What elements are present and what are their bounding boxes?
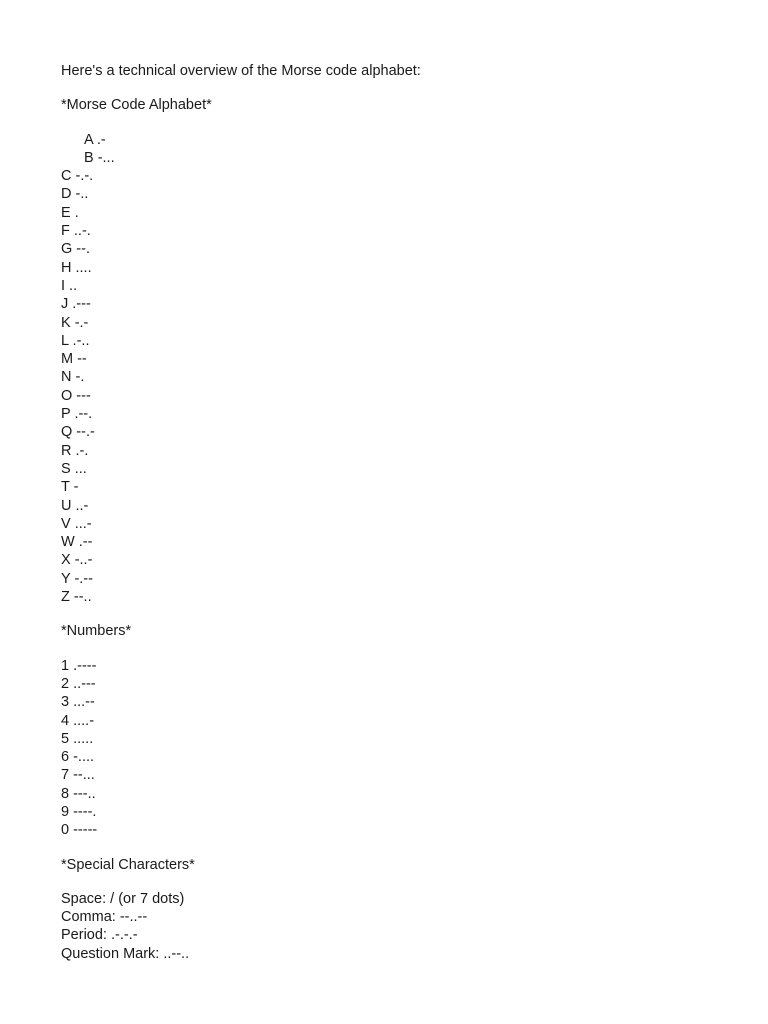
special-heading: *Special Characters* [61,856,195,873]
morse-entry: X -..- [61,552,93,569]
morse-entry: T - [61,479,79,496]
number-entry: 9 ----. [61,803,97,820]
number-entry: 6 -.... [61,749,95,766]
morse-entry: V ...- [61,515,92,532]
special-entry: Comma: --..-- [61,909,148,926]
morse-entry: G --. [61,241,90,258]
number-entry: 1 .---- [61,657,97,674]
alphabet-list [61,131,741,607]
numbers-list [61,657,741,840]
number-entry: 7 --... [61,767,95,784]
morse-entry: O --- [61,387,91,404]
spacer [61,606,741,622]
spacer [61,641,741,657]
morse-entry: S ... [61,460,87,477]
number-entry: 3 ...-- [61,694,95,711]
morse-entry: H .... [61,259,92,276]
morse-entry: W .-- [61,534,93,551]
morse-entry: F ..-. [61,223,91,240]
document-body [61,62,741,963]
special-list [61,890,741,963]
spacer [61,115,741,131]
morse-entry: C -.-. [61,168,94,185]
special-entry: Period: .-.-.- [61,927,138,944]
special-entry: Space: / (or 7 dots) [61,890,185,907]
morse-entry: A .- [84,131,106,148]
morse-entry: D -.. [61,186,89,203]
number-entry: 5 ..... [61,730,94,747]
intro-text: Here's a technical overview of the Morse code alphabet: [61,63,421,79]
morse-entry: U ..- [61,497,89,514]
morse-entry: P .--. [61,406,93,423]
number-entry: 4 ....- [61,712,95,729]
morse-entry: R .-. [61,442,89,459]
alphabet-heading: *Morse Code Alphabet* [61,97,212,114]
morse-entry: E . [61,204,79,221]
number-entry: 8 ---.. [61,785,96,802]
morse-entry: M -- [61,351,87,368]
spacer [61,874,741,890]
numbers-heading: *Numbers* [61,623,132,640]
number-entry: 0 ----- [61,822,98,839]
morse-entry: K -.- [61,314,89,331]
special-entry: Question Mark: ..--.. [61,945,190,962]
morse-entry: B -... [84,149,115,166]
spacer [61,80,741,96]
morse-entry: N -. [61,369,85,386]
morse-entry: Y -.-- [61,570,93,587]
morse-entry: Q --.- [61,424,95,441]
morse-entry: I .. [61,277,78,294]
morse-entry: Z --.. [61,589,92,606]
number-entry: 2 ..--- [61,675,96,692]
spacer [61,840,741,856]
morse-entry: J .--- [61,296,91,313]
morse-entry: L .-.. [61,332,90,349]
